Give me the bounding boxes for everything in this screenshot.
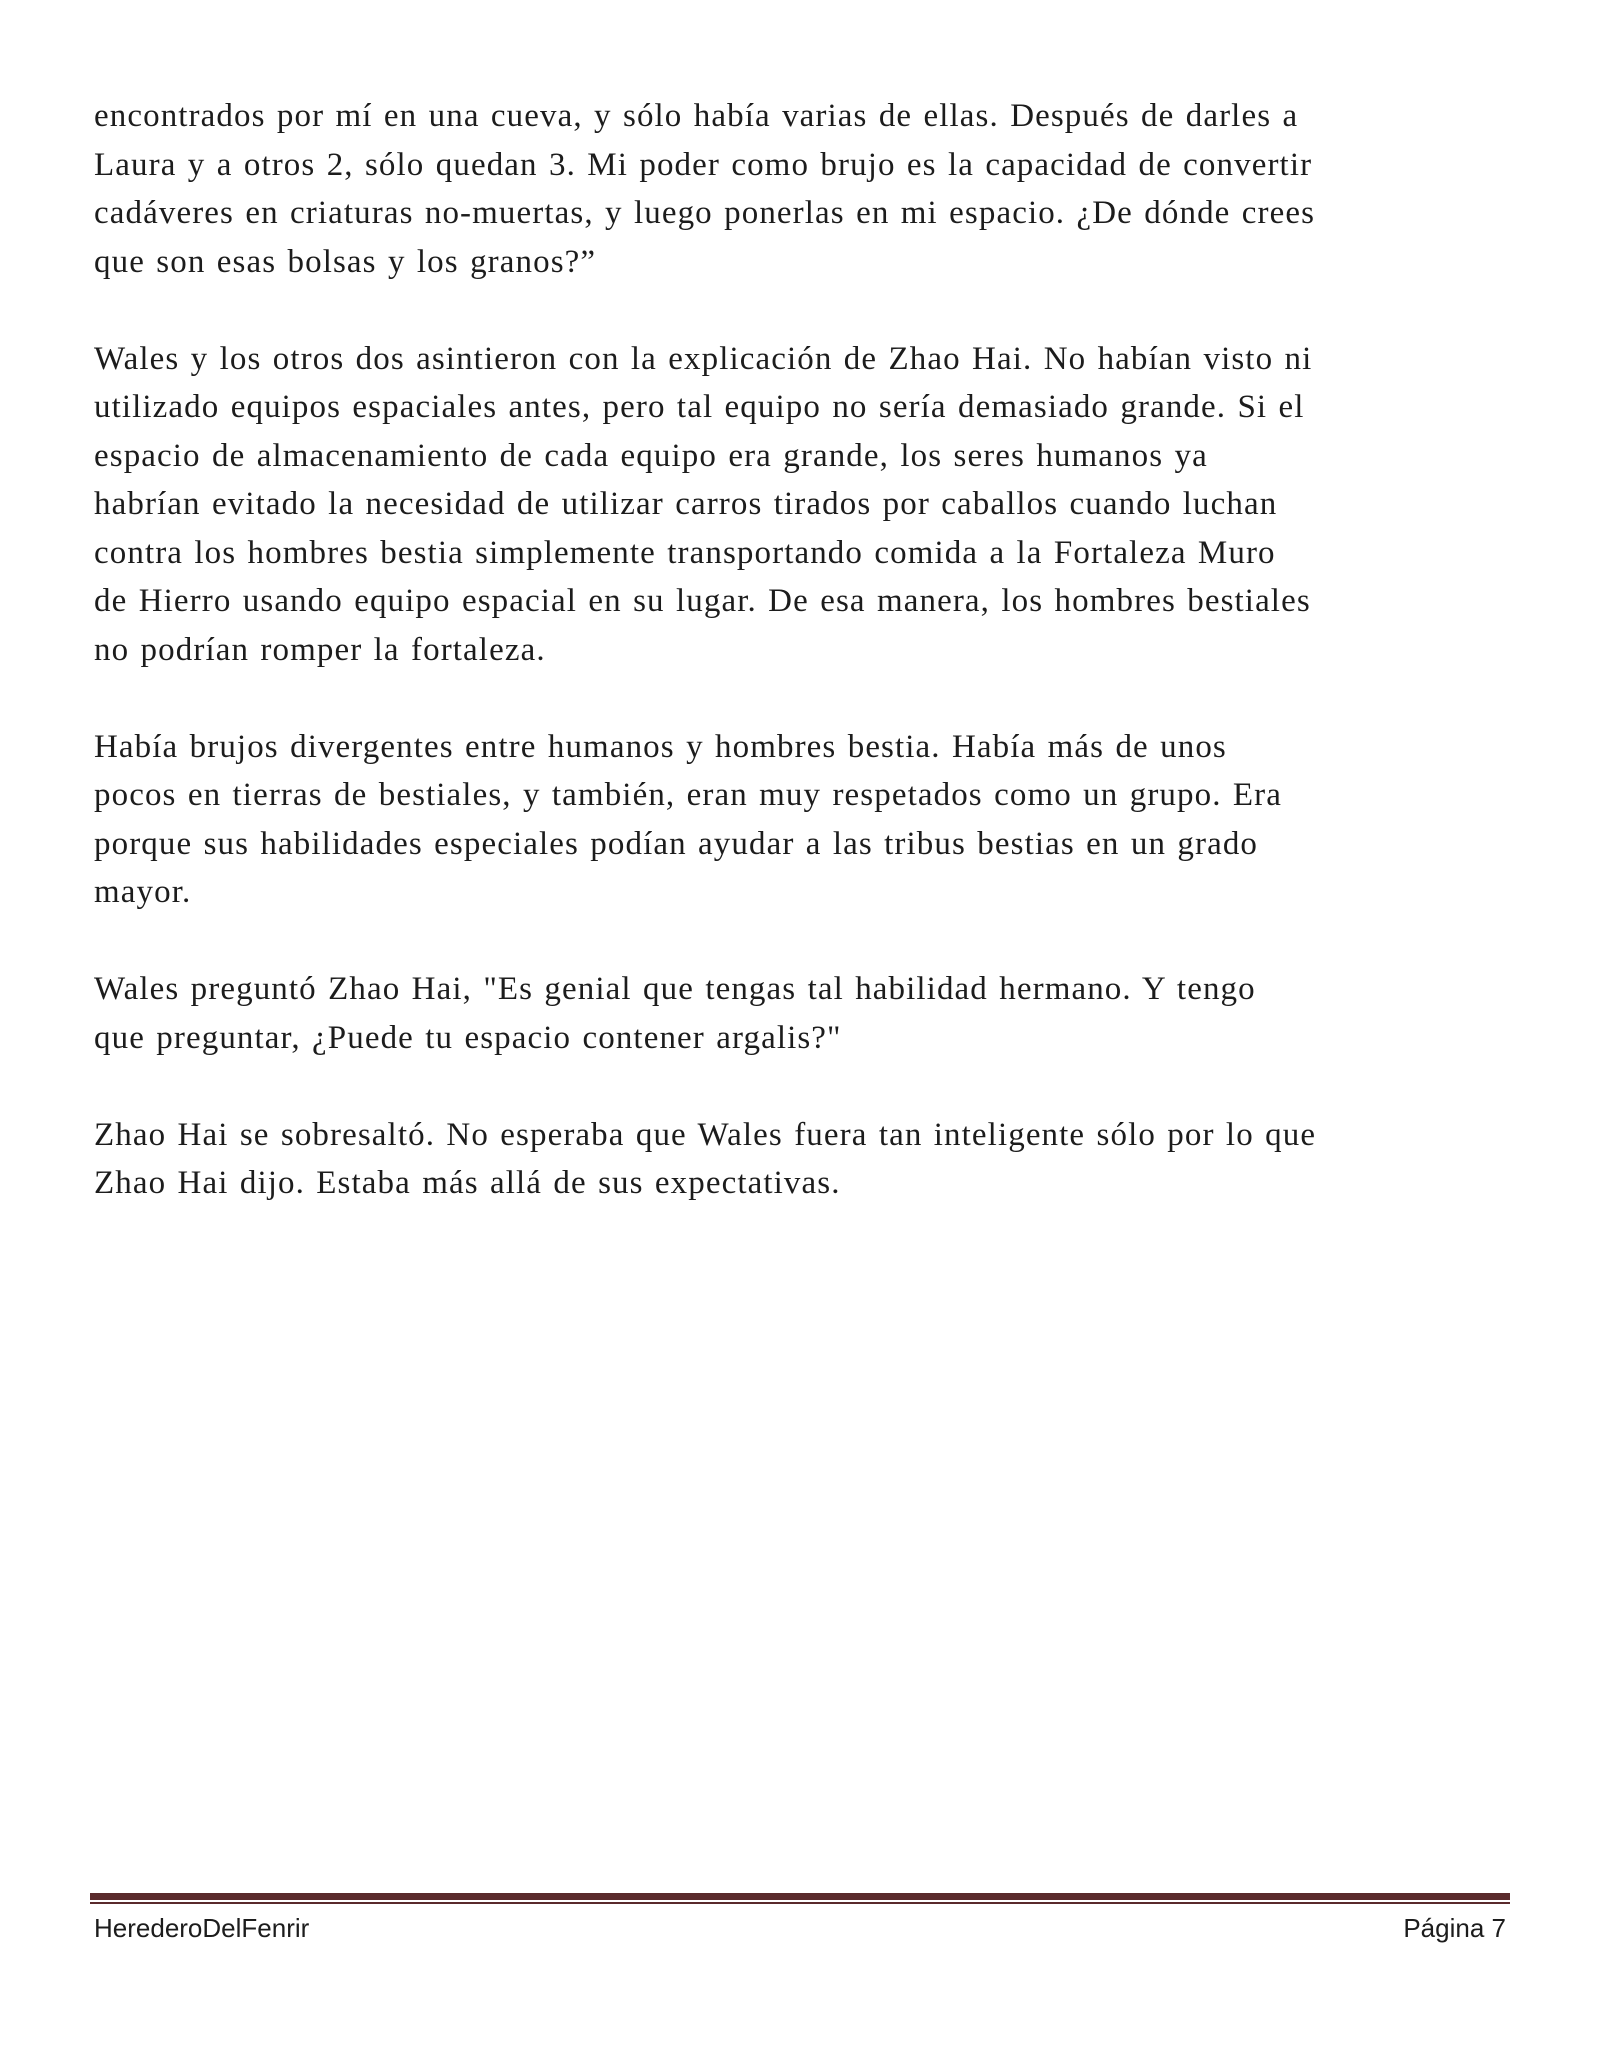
text-line: Wales preguntó Zhao Hai, "Es genial que tengas tal habilidad hermano. Y tengo bbox=[94, 971, 1256, 1007]
text-line: Wales y los otros dos asintieron con la explicación de Zhao Hai. No habían visto ni bbox=[94, 340, 1313, 377]
text-line: encontrados por mí en una cueva, y sólo había varias de ellas. Después de darles a bbox=[94, 98, 1299, 134]
body-text bbox=[94, 92, 1506, 1256]
paragraph-5 bbox=[94, 1111, 1506, 1208]
text-line: contra los hombres bestia simplemente transportando comida a la Fortaleza Muro bbox=[94, 534, 1276, 571]
footer-divider-thin bbox=[90, 1902, 1510, 1904]
text-line: que son esas bolsas y los granos?” bbox=[94, 243, 597, 280]
text-line: Laura y a otros 2, sólo quedan 3. Mi poder como brujo es la capacidad de convertir bbox=[94, 146, 1313, 183]
text-line: que preguntar, ¿Puede tu espacio contener argalis?" bbox=[94, 1019, 842, 1056]
text-line: pocos en tierras de bestiales, y también, eran muy respetados como un grupo. Era bbox=[94, 777, 1282, 813]
text-line: Zhao Hai dijo. Estaba más allá de sus expectativas. bbox=[94, 1165, 841, 1201]
text-line: cadáveres en criaturas no-muertas, y luego ponerlas en mi espacio. ¿De dónde crees bbox=[94, 195, 1316, 231]
footer-divider-thick bbox=[90, 1893, 1510, 1900]
text-line: espacio de almacenamiento de cada equipo era grande, los seres humanos ya bbox=[94, 437, 1208, 474]
text-line: Había brujos divergentes entre humanos y hombres bestia. Había más de unos bbox=[94, 728, 1227, 765]
text-line: utilizado equipos espaciales antes, pero tal equipo no sería demasiado grande. Si el bbox=[94, 389, 1305, 425]
text-line: de Hierro usando equipo espacial en su lugar. De esa manera, los hombres bestiales bbox=[94, 583, 1311, 619]
text-line: Zhao Hai se sobresaltó. No esperaba que Wales fuera tan inteligente sólo por lo que bbox=[94, 1116, 1317, 1153]
text-line: no podrían romper la fortaleza. bbox=[94, 631, 546, 668]
paragraph-2 bbox=[94, 335, 1506, 675]
paragraph-3 bbox=[94, 723, 1506, 917]
text-line: habrían evitado la necesidad de utilizar carros tirados por caballos cuando luchan bbox=[94, 486, 1278, 522]
footer-author: HerederoDelFenrir bbox=[94, 1913, 310, 1943]
text-line: porque sus habilidades especiales podían ayudar a las tribus bestias en un grado bbox=[94, 825, 1259, 862]
footer-divider bbox=[90, 1893, 1510, 1905]
paragraph-4 bbox=[94, 965, 1506, 1062]
paragraph-1 bbox=[94, 92, 1506, 286]
footer-page-number: Página 7 bbox=[1403, 1913, 1506, 1943]
text-line: mayor. bbox=[94, 874, 192, 910]
